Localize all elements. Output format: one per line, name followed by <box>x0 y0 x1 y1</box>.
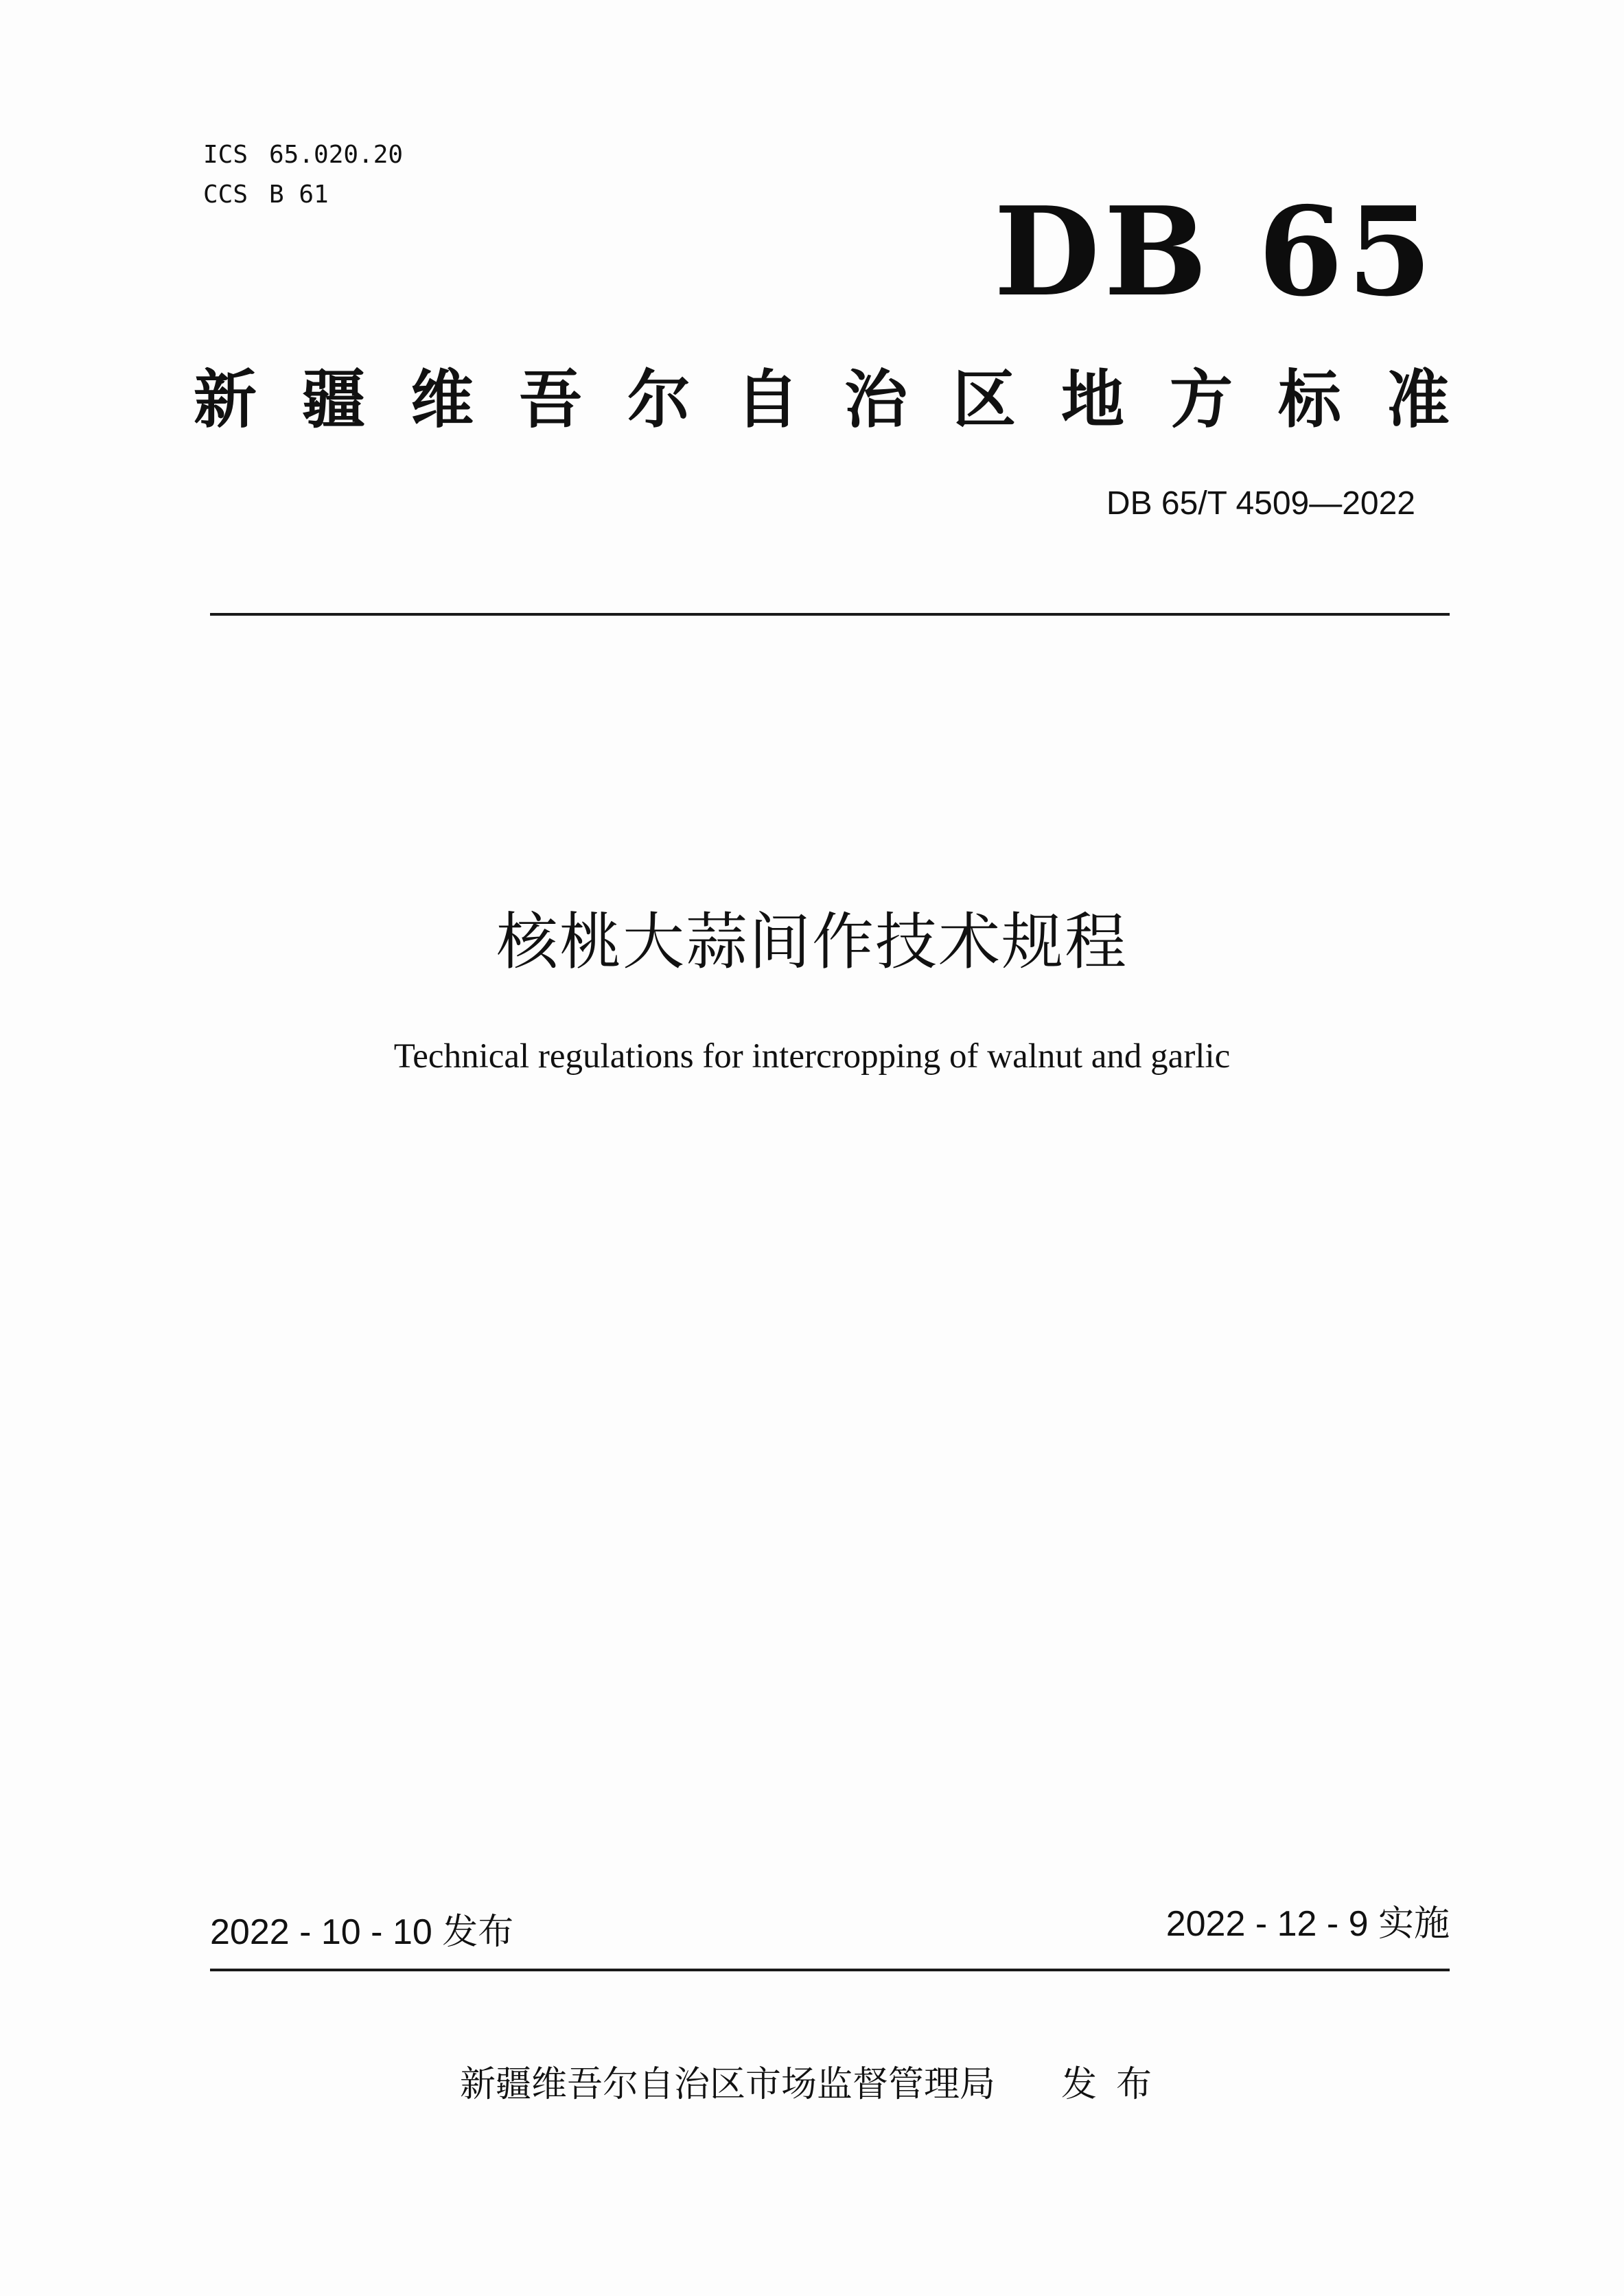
ccs-classification <box>203 180 329 210</box>
standard-number: DB 65/T 4509—2022 <box>1106 485 1415 522</box>
issue-date: 2022 - 10 - 10 发布 <box>210 1912 514 1952</box>
ccs-value: B 61 <box>269 181 329 209</box>
document-title-chinese: 核桃大蒜间作技术规程 <box>496 906 1128 978</box>
standard-category-heading: 新疆维吾尔自治区地方标准 <box>194 363 1496 437</box>
ics-value: 65.020.20 <box>269 141 404 169</box>
document-title-english: Technical regulations for intercropping of walnut and garlic <box>393 1037 1231 1076</box>
implementation-date: 2022 - 12 - 9 实施 <box>1165 1904 1450 1944</box>
db65-logo: DB 65 <box>994 180 1437 323</box>
publisher-line <box>460 2062 1171 2107</box>
publisher-name: 新疆维吾尔自治区市场监督管理局 <box>460 2064 996 2105</box>
ics-label: ICS <box>203 141 248 169</box>
header-divider <box>210 613 1450 616</box>
publisher-action: 发布 <box>1061 2064 1172 2105</box>
footer-divider <box>210 1969 1450 1971</box>
ccs-label: CCS <box>203 181 248 209</box>
ics-classification <box>203 140 403 170</box>
